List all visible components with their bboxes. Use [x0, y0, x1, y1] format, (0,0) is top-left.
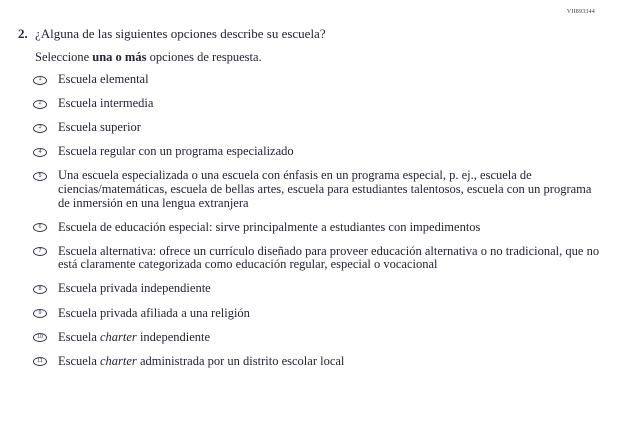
response-oval-icon[interactable] — [33, 76, 47, 85]
option-text: Escuela elemental — [58, 72, 149, 86]
question-number: 2. — [18, 26, 28, 41]
option-text-italic: charter — [100, 353, 137, 368]
option-label — [58, 355, 344, 369]
instruction-prefix: Seleccione — [35, 50, 93, 64]
option-text: Una escuela especializada o una escuela con énfasis en un programa especial, p. ej., escuela de ciencias/matemáticas, escuela de bellas artes, escuela para estudiantes talentosos, escuela con un programa de inmersión en una lengua extranjera — [58, 168, 592, 210]
response-code: 4 — [38, 148, 42, 155]
response-code: 9 — [38, 309, 42, 316]
option-text: Escuela — [58, 329, 100, 344]
option-row — [33, 282, 607, 296]
option-row — [33, 169, 607, 210]
option-label — [58, 169, 606, 210]
instruction-bold: una o más — [92, 50, 147, 64]
option-text: Escuela alternativa: ofrece un currículo diseñado para proveer educación alternativa o no tradicional, que no está claramente categorizada como educación regular, especial o vocacional — [58, 243, 600, 272]
response-oval-icon[interactable] — [33, 100, 47, 109]
option-text-italic: charter — [100, 329, 137, 344]
option-label — [58, 145, 294, 159]
option-label — [58, 282, 211, 296]
question-body — [35, 27, 607, 379]
option-row — [33, 307, 607, 321]
options-list — [33, 73, 607, 368]
option-label — [58, 245, 606, 272]
option-label — [58, 73, 149, 87]
response-oval-icon[interactable] — [33, 124, 47, 133]
option-row — [33, 121, 607, 135]
option-row — [33, 145, 607, 159]
option-label — [58, 121, 141, 135]
form-id: VII893344 — [566, 9, 595, 15]
option-text: Escuela — [58, 353, 100, 368]
response-code: 2 — [38, 100, 42, 107]
option-label — [58, 97, 153, 111]
option-text-post: independiente — [136, 329, 211, 344]
option-label — [58, 221, 480, 235]
response-code: 1 — [38, 76, 42, 83]
option-row — [33, 73, 607, 87]
response-code: 6 — [38, 223, 42, 230]
response-oval-icon[interactable] — [33, 333, 47, 342]
response-oval-icon[interactable] — [33, 247, 47, 256]
response-code: 10 — [36, 333, 44, 340]
response-code: 3 — [38, 124, 42, 131]
option-row — [33, 331, 607, 345]
response-oval-icon[interactable] — [33, 172, 47, 181]
option-text: Escuela superior — [58, 120, 141, 135]
option-row — [33, 355, 607, 369]
response-code: 8 — [38, 285, 42, 292]
option-row — [33, 221, 607, 235]
option-text: Escuela privada independiente — [58, 281, 211, 296]
question-instruction — [35, 50, 607, 64]
response-oval-icon[interactable] — [33, 223, 47, 232]
option-text: Escuela privada afiliada a una religión — [58, 305, 250, 320]
option-row — [33, 245, 607, 272]
response-code: 11 — [37, 357, 43, 364]
option-text-post: administrada por un distrito escolar local — [136, 353, 345, 368]
response-oval-icon[interactable] — [33, 285, 47, 294]
instruction-suffix: opciones de respuesta. — [146, 50, 262, 64]
option-text: Escuela de educación especial: sirve principalmente a estudiantes con impedimentos — [58, 219, 481, 234]
response-code: 5 — [38, 172, 42, 179]
question-text: ¿Alguna de las siguientes opciones describe su escuela? — [35, 26, 326, 41]
option-label — [58, 307, 250, 321]
option-text: Escuela regular con un programa especializado — [58, 144, 294, 159]
response-oval-icon[interactable] — [33, 148, 47, 157]
option-row — [33, 97, 607, 111]
option-label — [58, 331, 210, 345]
response-code: 7 — [38, 247, 42, 254]
response-oval-icon[interactable] — [33, 357, 47, 366]
response-oval-icon[interactable] — [33, 309, 47, 318]
option-text: Escuela intermedia — [58, 96, 154, 111]
question-block — [18, 27, 607, 379]
